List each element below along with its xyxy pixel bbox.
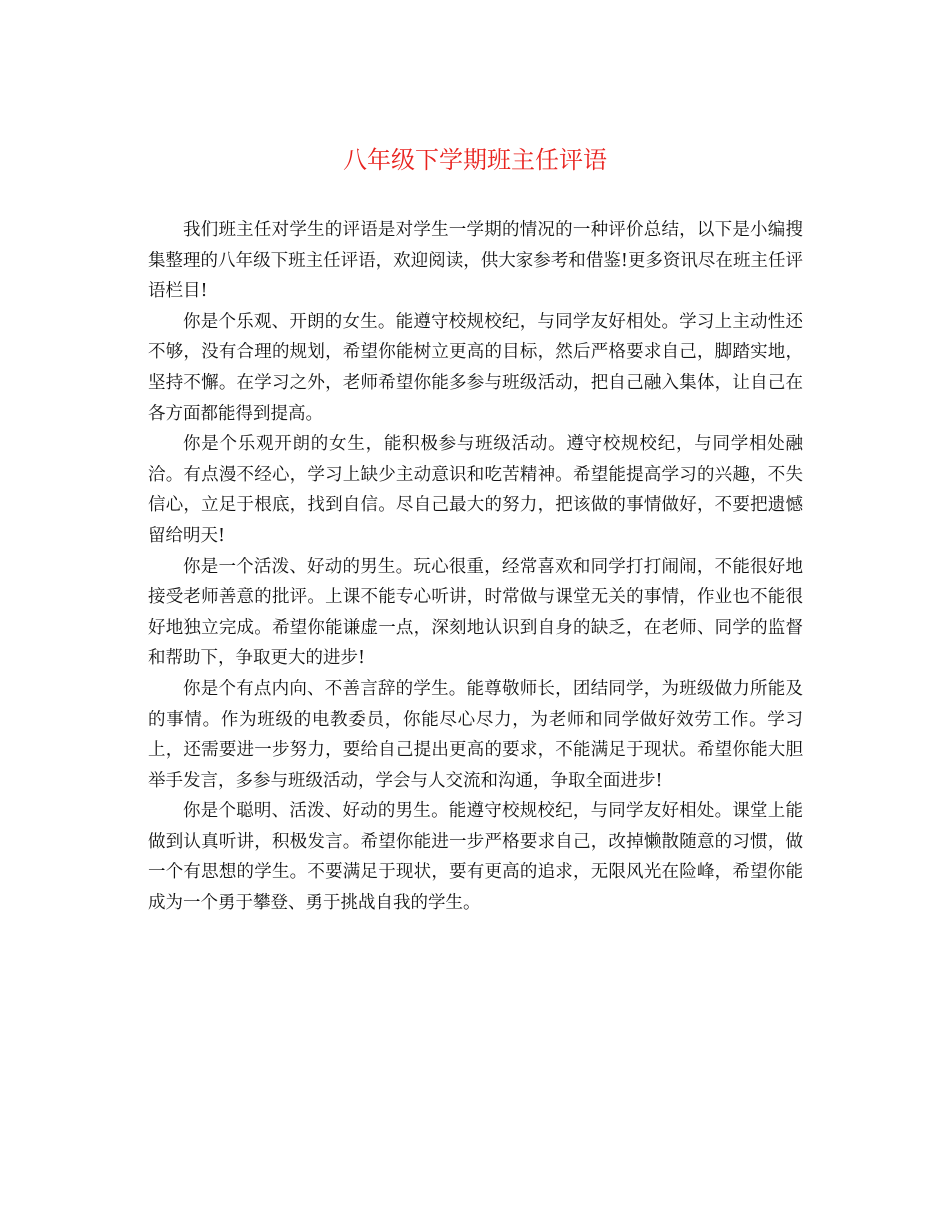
document-body <box>148 215 803 919</box>
document-title: 八年级下学期班主任评语 <box>343 146 607 174</box>
intro-paragraph: 我们班主任对学生的评语是对学生一学期的情况的一种评价总结，以下是小编搜集整理的八年级下班主任评语，欢迎阅读，供大家参考和借鉴!更多资讯尽在班主任评语栏目! <box>148 220 803 302</box>
comment-paragraph-3: 你是一个活泼、好动的男生。玩心很重，经常喜欢和同学打打闹闹，不能很好地接受老师善意的批评。上课不能专心听讲，时常做与课堂无关的事情，作业也不能很好地独立完成。希望你能谦虚一点，深刻地认识到自身的缺乏，在老师、同学的监督和帮助下，争取更大的进步! <box>148 556 803 669</box>
comment-paragraph-1: 你是个乐观、开朗的女生。能遵守校规校纪，与同学友好相处。学习上主动性还不够，没有合理的规划，希望你能树立更高的目标，然后严格要求自己，脚踏实地，坚持不懈。在学习之外，老师希望你能多参与班级活动，把自己融入集体，让自己在各方面都能得到提高。 <box>148 311 803 424</box>
comment-paragraph-5: 你是个聪明、活泼、好动的男生。能遵守校规校纪，与同学友好相处。课堂上能做到认真听讲，积极发言。希望你能进一步严格要求自己，改掉懒散随意的习惯，做一个有思想的学生。不要满足于现状，要有更高的追求，无限风光在险峰，希望你能成为一个勇于攀登、勇于挑战自我的学生。 <box>148 801 803 914</box>
comment-paragraph-2: 你是个乐观开朗的女生，能积极参与班级活动。遵守校规校纪，与同学相处融洽。有点漫不经心，学习上缺少主动意识和吃苦精神。希望能提高学习的兴趣，不失信心，立足于根底，找到自信。尽自己最大的努力，把该做的事情做好，不要把遗憾留给明天! <box>148 434 803 546</box>
comment-paragraph-4: 你是个有点内向、不善言辞的学生。能尊敬师长，团结同学，为班级做力所能及的事情。作为班级的电教委员，你能尽心尽力，为老师和同学做好效劳工作。学习上，还需要进一步努力，要给自己提出更高的要求，不能满足于现状。希望你能大胆举手发言，多参与班级活动，学会与人交流和沟通，争取全面进步! <box>148 678 803 791</box>
